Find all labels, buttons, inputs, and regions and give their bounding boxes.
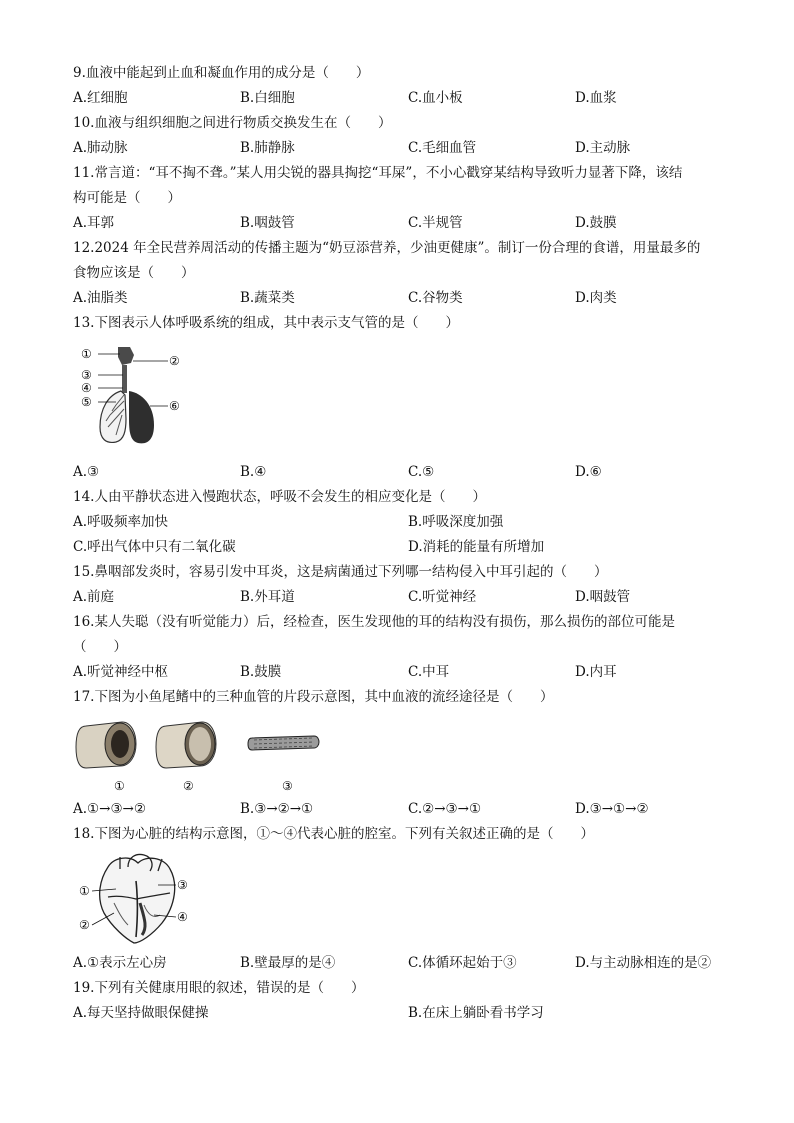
- q17-option-b: B.③→②→①: [240, 801, 314, 817]
- q15-stem: 15.鼻咽部发炎时，容易引发中耳炎，这是病菌通过下列哪一结构侵入中耳引起的（ ）: [73, 564, 608, 580]
- q10-option-b: B.肺静脉: [240, 140, 295, 156]
- q15-option-a: A.前庭: [73, 589, 115, 605]
- q18-option-a: A.①表示左心房: [73, 955, 167, 971]
- q12-option-c: C.谷物类: [408, 290, 463, 306]
- q12-option-a: A.油脂类: [73, 290, 128, 306]
- q17-option-d: D.③→①→②: [575, 801, 649, 817]
- vessel-label-3: ③: [282, 779, 293, 793]
- q9-option-a: A.红细胞: [73, 90, 128, 106]
- q16-stem-line1: 16.某人失聪（没有听觉能力）后，经检查，医生发现他的耳的结构没有损伤，那么损伤的部位可能是: [73, 614, 675, 630]
- q17-stem: 17.下图为小鱼尾鳍中的三种血管的片段示意图，其中血液的流经途径是（ ）: [73, 689, 554, 705]
- q17-option-c: C.②→③→①: [408, 801, 482, 817]
- nasal-cavity-shape: [118, 347, 134, 365]
- q11-option-a: A.耳郭: [73, 215, 115, 231]
- heart-structure-figure: [78, 853, 194, 945]
- q19-stem: 19.下列有关健康用眼的叙述，错误的是（ ）: [73, 980, 365, 996]
- artery-segment: [76, 722, 136, 768]
- q15-option-c: C.听觉神经: [408, 589, 477, 605]
- q10-option-a: A.肺动脉: [73, 140, 128, 156]
- vessel-label-1: ①: [114, 779, 125, 793]
- heart-label-4: ④: [177, 910, 188, 924]
- q18-stem: 18.下图为心脏的结构示意图，①～④代表心脏的腔室。下列有关叙述正确的是（ ）: [73, 826, 594, 842]
- q16-option-c: C.中耳: [408, 664, 450, 680]
- vein-segment: [156, 722, 216, 768]
- trachea-shape: [122, 365, 127, 393]
- q14-option-a: A.呼吸频率加快: [73, 514, 169, 530]
- q17-option-a: A.①→③→②: [73, 801, 146, 817]
- q11-option-c: C.半规管: [408, 215, 463, 231]
- q11-option-d: D.鼓膜: [575, 215, 617, 231]
- right-lung-shape: [129, 391, 154, 443]
- q10-option-d: D.主动脉: [575, 140, 631, 156]
- q13-option-b: B.④: [240, 464, 267, 480]
- heart-label-1: ①: [79, 884, 90, 898]
- q15-option-d: D.咽鼓管: [575, 589, 631, 605]
- q15-option-b: B.外耳道: [240, 589, 295, 605]
- vessel-label-2: ②: [183, 779, 194, 793]
- q19-option-b: B.在床上躺卧看书学习: [408, 1005, 544, 1021]
- resp-label-2: ②: [169, 354, 180, 368]
- resp-label-3: ③: [81, 368, 92, 382]
- q18-option-c: C.体循环起始于③: [408, 955, 517, 971]
- resp-label-5: ⑤: [81, 395, 92, 409]
- q12-option-d: D.肉类: [575, 290, 617, 306]
- heart-label-3: ③: [177, 878, 188, 892]
- q19-option-a: A.每天坚持做眼保健操: [73, 1005, 209, 1021]
- q12-option-b: B.蔬菜类: [240, 290, 295, 306]
- q12-stem-line1: 12.2024 年全民营养周活动的传播主题为“奶豆添营养，少油更健康”。制订一份合理的食谱，用量最多的: [73, 240, 701, 256]
- q9-stem: 9.血液中能起到止血和凝血作用的成分是（ ）: [73, 65, 370, 81]
- q9-option-c: C.血小板: [408, 90, 463, 106]
- q10-stem: 10.血液与组织细胞之间进行物质交换发生在（ ）: [73, 115, 392, 131]
- q9-option-b: B.白细胞: [240, 90, 295, 106]
- left-lung-shape: [100, 391, 126, 442]
- blood-vessels-figure: [74, 714, 334, 798]
- q13-option-d: D.⑥: [575, 464, 602, 480]
- resp-label-6: ⑥: [169, 399, 180, 413]
- q14-option-d: D.消耗的能量有所增加: [408, 539, 545, 555]
- q10-option-c: C.毛细血管: [408, 140, 477, 156]
- q13-stem: 13.下图表示人体呼吸系统的组成，其中表示支气管的是（ ）: [73, 315, 459, 331]
- capillary-segment: [248, 736, 319, 750]
- q18-option-d: D.与主动脉相连的是②: [575, 955, 712, 971]
- q14-option-b: B.呼吸深度加强: [408, 514, 504, 530]
- q11-stem-line2: 构可能是（ ）: [73, 190, 181, 206]
- q14-stem: 14.人由平静状态进入慢跑状态，呼吸不会发生的相应变化是（ ）: [73, 489, 486, 505]
- q9-option-d: D.血浆: [575, 90, 617, 106]
- heart-label-2: ②: [79, 918, 90, 932]
- q12-stem-line2: 食物应该是（ ）: [73, 265, 195, 281]
- q11-option-b: B.咽鼓管: [240, 215, 295, 231]
- resp-label-1: ①: [81, 347, 92, 361]
- q16-option-b: B.鼓膜: [240, 664, 282, 680]
- q16-option-a: A.听觉神经中枢: [73, 664, 169, 680]
- resp-label-4: ④: [81, 381, 92, 395]
- q13-option-a: A.③: [73, 464, 100, 480]
- respiratory-system-figure: [78, 343, 190, 451]
- q16-option-d: D.内耳: [575, 664, 617, 680]
- q14-option-c: C.呼出气体中只有二氧化碳: [73, 539, 236, 555]
- q18-option-b: B.壁最厚的是④: [240, 955, 336, 971]
- q16-stem-line2: （ ）: [73, 639, 127, 655]
- q11-stem-line1: 11.常言道：“耳不掏不聋。”某人用尖锐的器具掏挖“耳屎”，不小心戳穿某结构导致听力显著下降，该结: [73, 165, 683, 181]
- q13-option-c: C.⑤: [408, 464, 435, 480]
